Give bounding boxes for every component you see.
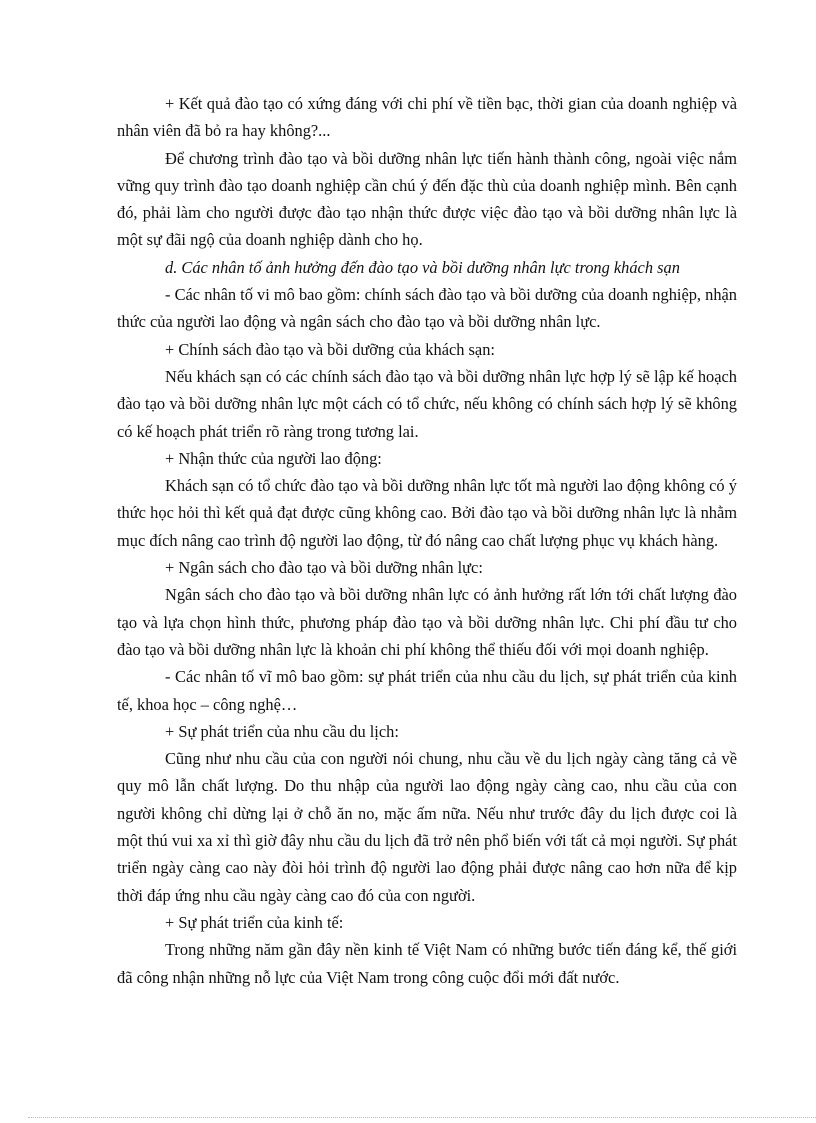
paragraph-hotel-policy: Nếu khách sạn có các chính sách đào tạo và bồi dưỡng nhân lực hợp lý sẽ lập kế hoạch đào tạo và bồi dưỡng nhân lực một cách có tổ chức, nếu không có chính sách hợp lý sẽ không có kế hoạch phát triển rõ ràng trong tương lai. bbox=[117, 366, 737, 441]
subheading-training-budget: + Ngân sách cho đào tạo và bồi dưỡng nhân lực: bbox=[165, 558, 483, 578]
paragraph-tourism-demand: Cũng như nhu cầu của con người nói chung, nhu cầu về du lịch ngày càng tăng cả về quy mô lẫn chất lượng. Do thu nhập của người lao động ngày càng cao, nhu cầu của con người không chỉ dừng lại ở chỗ ăn no, mặc ấm nữa. Nếu như trước đây du lịch được coi là một thú vui xa xỉ thì giờ đây nhu cầu du lịch đã trở nên phổ biến với tất cả mọi người. Sự phát triển ngày càng cao này đòi hỏi trình độ người lao động phải được nâng cao hơn nữa để kịp thời đáp ứng nhu cầu ngày càng cao đó của con người. bbox=[117, 749, 737, 905]
subheading-economic-development: + Sự phát triển của kinh tế: bbox=[165, 912, 344, 932]
subheading-hotel-policy: + Chính sách đào tạo và bồi dưỡng của khách sạn: bbox=[165, 339, 495, 359]
section-heading-d: d. Các nhân tố ảnh hưởng đến đào tạo và bồi dưỡng nhân lực trong khách sạn bbox=[165, 257, 680, 277]
document-body bbox=[117, 90, 737, 991]
paragraph-worker-awareness: Khách sạn có tổ chức đào tạo và bồi dưỡng nhân lực tốt mà người lao động không có ý thức học hỏi thì kết quả đạt được cũng không cao. Bởi đào tạo và bồi dưỡng nhân lực là nhằm mục đích nâng cao trình độ người lao động, từ đó nâng cao chất lượng phục vụ khách hàng. bbox=[117, 476, 737, 550]
page-bottom-divider bbox=[28, 1117, 816, 1118]
paragraph-macro-factors: - Các nhân tố vĩ mô bao gồm: sự phát triển của nhu cầu du lịch, sự phát triển của kinh tế, khoa học – công nghệ… bbox=[117, 667, 737, 714]
paragraph-micro-factors: - Các nhân tố vi mô bao gồm: chính sách đào tạo và bồi dưỡng của doanh nghiệp, nhận thức của người lao động và ngân sách cho đào tạo và bồi dưỡng nhân lực. bbox=[117, 285, 737, 332]
paragraph-training-success: Để chương trình đào tạo và bồi dưỡng nhân lực tiến hành thành công, ngoài việc nắm vững quy trình đào tạo doanh nghiệp cần chú ý đến đặc thù của doanh nghiệp mình. Bên cạnh đó, phải làm cho người được đào tạo nhận thức được việc đào tạo và bồi dưỡng nhân lực là một sự đãi ngộ của doanh nghiệp dành cho họ. bbox=[117, 148, 737, 250]
subheading-tourism-demand: + Sự phát triển của nhu cầu du lịch: bbox=[165, 721, 399, 741]
paragraph-training-results: + Kết quả đào tạo có xứng đáng với chi phí về tiền bạc, thời gian của doanh nghiệp và nhân viên đã bỏ ra hay không?... bbox=[117, 94, 737, 141]
subheading-worker-awareness: + Nhận thức của người lao động: bbox=[165, 448, 382, 468]
paragraph-economic-development: Trong những năm gần đây nền kinh tế Việt Nam có những bước tiến đáng kể, thế giới đã công nhận những nỗ lực của Việt Nam trong công cuộc đổi mới đất nước. bbox=[117, 940, 737, 987]
paragraph-training-budget: Ngân sách cho đào tạo và bồi dưỡng nhân lực có ảnh hưởng rất lớn tới chất lượng đào tạo và lựa chọn hình thức, phương pháp đào tạo và bồi dưỡng nhân lực. Chi phí đầu tư cho đào tạo và bồi dưỡng nhân lực là khoản chi phí không thể thiếu đối với mọi doanh nghiệp. bbox=[117, 585, 737, 659]
